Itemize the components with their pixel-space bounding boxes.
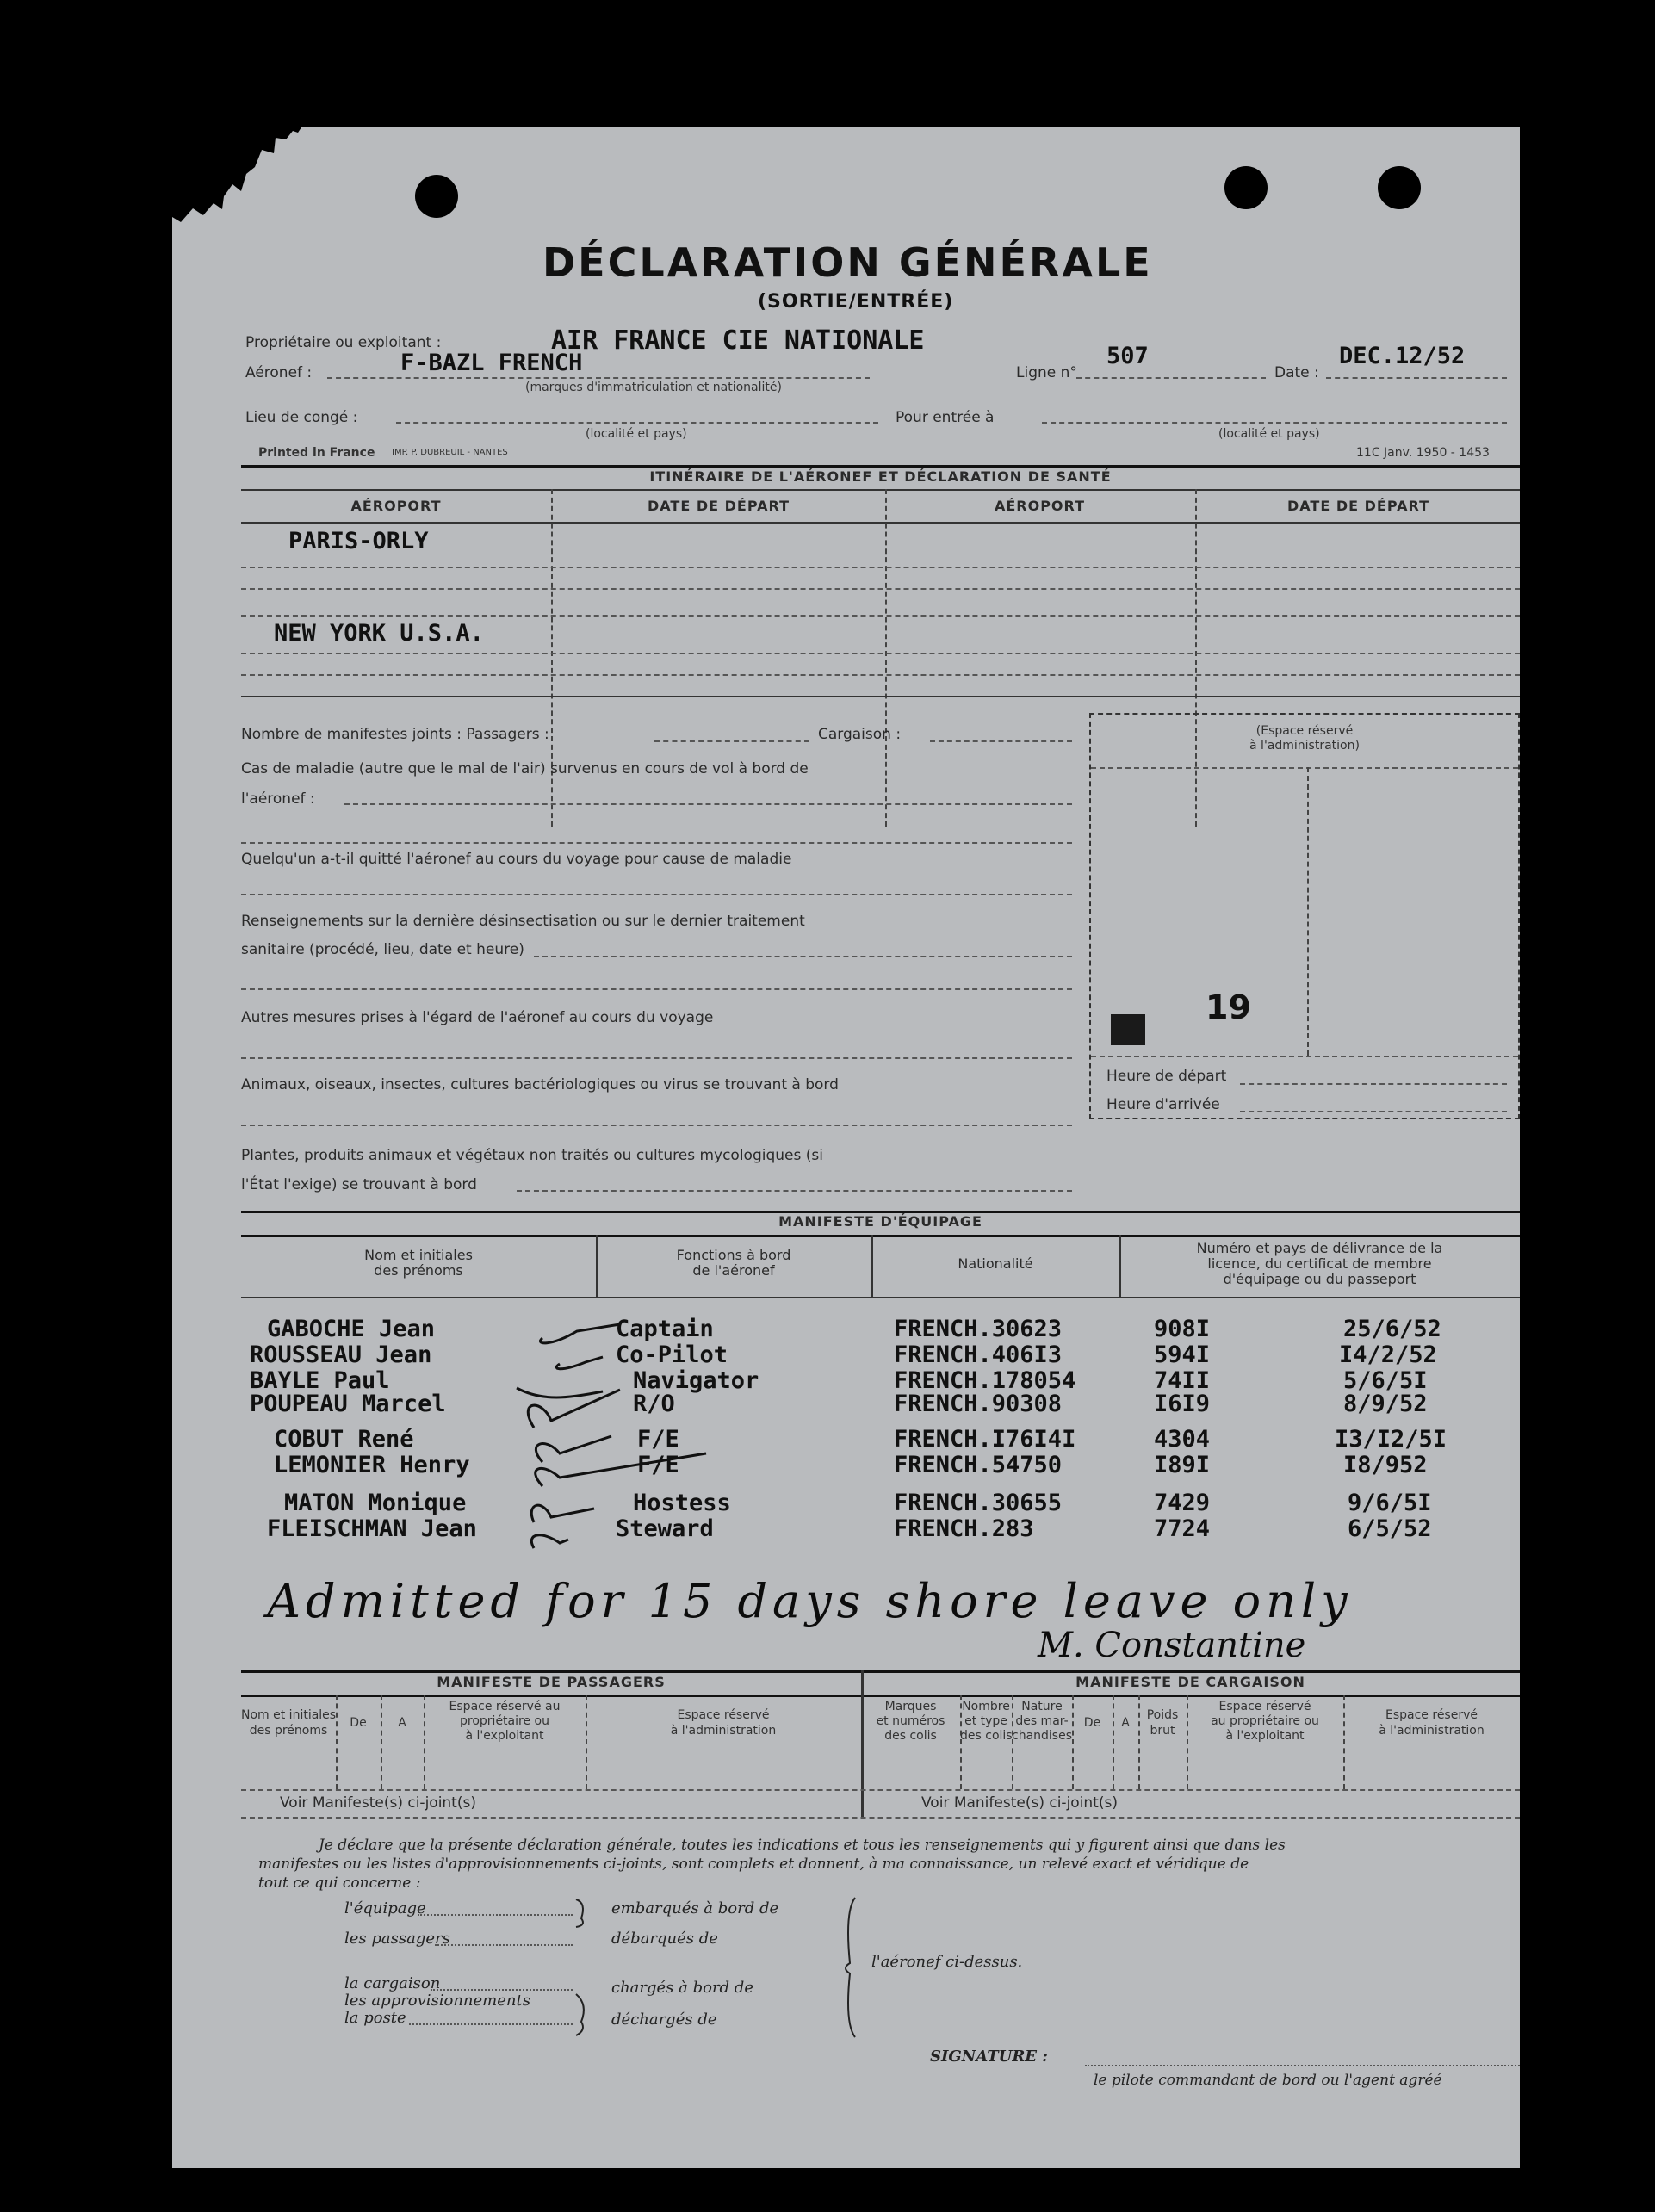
declaration-line-2: manifestes ou les listes d'approvisionnements ci-joints, sont complets et donnent, à ma connaissance, un relevé exact et véridique de <box>258 1856 1249 1873</box>
question-desinsectisation: Renseignements sur la dernière désinsectisation ou sur le dernier traitement <box>241 913 805 930</box>
crew-nationality: FRENCH.30655 <box>894 1490 1063 1516</box>
crew-name: GABOCHE Jean <box>267 1316 436 1342</box>
crew-license-number: 7429 <box>1154 1490 1211 1516</box>
admin-box <box>1089 713 1520 1119</box>
cargo-col-reserved-exploitant-3: à l'exploitant <box>1225 1729 1305 1743</box>
declaration-cargaison: la cargaison <box>344 1974 441 1992</box>
crew-heading: MANIFESTE D'ÉQUIPAGE <box>778 1213 982 1230</box>
crew-license-number: 7724 <box>1154 1515 1211 1542</box>
crew-nationality: FRENCH.283 <box>894 1515 1034 1542</box>
handwritten-note: Admitted for 15 days shore leave only <box>267 1574 1353 1628</box>
cargo-col-reserved-admin: Espace réservé <box>1385 1708 1478 1722</box>
date-label: Date : <box>1274 364 1319 381</box>
punch-hole <box>1378 166 1421 209</box>
crew-license-number: I89I <box>1154 1452 1211 1478</box>
signature-label: SIGNATURE : <box>930 2048 1048 2066</box>
crew-function: Captain <box>616 1316 714 1342</box>
redaction-mark <box>1111 1014 1145 1045</box>
question-quitte: Quelqu'un a-t-il quitté l'aéronef au cours du voyage pour cause de maladie <box>241 851 792 868</box>
col-aeroport-1: AÉROPORT <box>350 498 442 514</box>
cargo-col-marques: Marques <box>884 1700 937 1713</box>
pour-entree-label: Pour entrée à <box>896 409 995 426</box>
pass-col-a: A <box>398 1716 406 1730</box>
pass-col-de: De <box>350 1716 367 1730</box>
crew-license-date: 6/5/52 <box>1348 1515 1432 1542</box>
crew-col-license: Numéro et pays de délivrance de la <box>1196 1240 1443 1256</box>
crew-name: LEMONIER Henry <box>274 1452 470 1478</box>
crew-function: Navigator <box>633 1367 759 1394</box>
admin-box-heading: (Espace réservé <box>1255 724 1354 738</box>
cargo-col-nombre-2: et type <box>964 1714 1007 1728</box>
printer: IMP. P. DUBREUIL - NANTES <box>392 448 508 457</box>
question-animaux: Animaux, oiseaux, insectes, cultures bactériologiques ou virus se trouvant à bord <box>241 1076 839 1094</box>
pass-col-reserved-admin-2: à l'administration <box>670 1724 777 1738</box>
crew-license-number: 908I <box>1154 1316 1211 1342</box>
declaration-charges: chargés à bord de <box>611 1979 753 1997</box>
date-value: DEC.12/52 <box>1339 343 1466 369</box>
page-title: DÉCLARATION GÉNÉRALE <box>542 239 1153 286</box>
declaration-aeronef: l'aéronef ci-dessus. <box>871 1953 1023 1971</box>
crew-license-date: I8/952 <box>1343 1452 1428 1478</box>
cargo-col-nombre-3: des colis <box>960 1729 1013 1743</box>
crew-col-name-2: des prénoms <box>374 1262 463 1279</box>
question-maladie: Cas de maladie (autre que le mal de l'air) survenus en cours de vol à bord de <box>241 760 809 778</box>
cargo-col-reserved-admin-2: à l'administration <box>1379 1724 1485 1738</box>
crew-col-name: Nom et initiales <box>364 1247 473 1263</box>
crew-function: Steward <box>616 1515 714 1542</box>
itinerary-airport-paris: PARIS-ORLY <box>288 528 429 555</box>
aeronef-value: F-BAZL FRENCH <box>400 350 583 376</box>
printed-in: Printed in France <box>258 446 375 460</box>
pass-col-name-2: des prénoms <box>249 1724 328 1738</box>
admin-box-number: 19 <box>1206 988 1251 1026</box>
crew-nationality: FRENCH.30623 <box>894 1316 1063 1342</box>
crew-name: FLEISCHMAN Jean <box>267 1515 477 1542</box>
crew-license-date: 9/6/5I <box>1348 1490 1432 1516</box>
pass-col-reserved-admin: Espace réservé <box>677 1708 770 1722</box>
pass-col-name: Nom et initiales <box>241 1708 337 1722</box>
cargo-heading: MANIFESTE DE CARGAISON <box>1075 1674 1305 1690</box>
declaration-passagers: les passagers <box>344 1930 450 1948</box>
pass-col-reserved-exploitant: Espace réservé au <box>449 1700 561 1713</box>
crew-function: Hostess <box>633 1490 731 1516</box>
signature-note: le pilote commandant de bord ou l'agent agréé <box>1094 2072 1442 2089</box>
cargo-col-nombre: Nombre <box>962 1700 1010 1713</box>
pour-entree-note: (localité et pays) <box>1218 427 1320 441</box>
cargo-col-reserved-exploitant-2: au propriétaire ou <box>1211 1714 1319 1728</box>
proprietaire-value: AIR FRANCE CIE NATIONALE <box>551 325 925 356</box>
declaration-poste: la poste <box>344 2009 406 2027</box>
itinerary-airport-new-york: NEW YORK U.S.A. <box>274 620 484 647</box>
crew-license-number: I6I9 <box>1154 1391 1211 1417</box>
itinerary-heading: ITINÉRAIRE DE L'AÉRONEF ET DÉCLARATION DE SANTÉ <box>649 468 1112 485</box>
crew-nationality: FRENCH.54750 <box>894 1452 1063 1478</box>
punch-hole <box>415 175 458 218</box>
cargo-col-nature: Nature <box>1021 1700 1063 1713</box>
proprietaire-label: Propriétaire ou exploitant : <box>245 334 442 351</box>
passengers-heading: MANIFESTE DE PASSAGERS <box>437 1674 666 1690</box>
col-aeroport-2: AÉROPORT <box>994 498 1086 514</box>
declaration-equipage: l'équipage <box>344 1899 426 1918</box>
aeronef-brace <box>840 1894 865 2041</box>
question-maladie-2: l'aéronef : <box>241 790 315 808</box>
print-ref: 11C Janv. 1950 - 1453 <box>1356 446 1490 460</box>
crew-col-license-3: d'équipage ou du passeport <box>1223 1271 1416 1287</box>
declaration-debarques: débarqués de <box>611 1930 718 1948</box>
cargo-col-de: De <box>1083 1716 1101 1730</box>
cargo-col-reserved-exploitant: Espace réservé <box>1218 1700 1311 1713</box>
crew-license-number: 4304 <box>1154 1426 1211 1453</box>
crew-name: COBUT René <box>274 1426 414 1453</box>
crew-license-date: I3/I2/5I <box>1335 1426 1447 1453</box>
crew-license-date: 8/9/52 <box>1343 1391 1428 1417</box>
crew-function: R/O <box>633 1391 675 1417</box>
cargo-col-nature-2: des mar- <box>1015 1714 1069 1728</box>
passengers-voir-manifeste: Voir Manifeste(s) ci-joint(s) <box>280 1794 476 1812</box>
crew-nationality: FRENCH.406I3 <box>894 1341 1063 1368</box>
heure-arrivee-label: Heure d'arrivée <box>1106 1096 1220 1113</box>
lieu-label: Lieu de congé : <box>245 409 358 426</box>
crew-license-date: I4/2/52 <box>1339 1341 1437 1368</box>
cargo-col-marques-2: et numéros <box>876 1714 945 1728</box>
torn-corner <box>172 127 301 231</box>
cargo-col-marques-3: des colis <box>884 1729 937 1743</box>
pass-col-reserved-exploitant-3: à l'exploitant <box>465 1729 544 1743</box>
crew-name: MATON Monique <box>284 1490 467 1516</box>
crew-col-function: Fonctions à bord <box>676 1247 791 1263</box>
question-autres-mesures: Autres mesures prises à l'égard de l'aéronef au cours du voyage <box>241 1009 714 1026</box>
crew-nationality: FRENCH.90308 <box>894 1391 1063 1417</box>
crew-col-license-2: licence, du certificat de membre <box>1207 1255 1432 1272</box>
crew-col-nationality: Nationalité <box>958 1255 1033 1272</box>
crew-name: ROUSSEAU Jean <box>250 1341 432 1368</box>
col-date-depart-2: DATE DE DÉPART <box>1287 498 1429 514</box>
declaration-brace <box>573 1893 593 2039</box>
crew-license-date: 5/6/5I <box>1343 1367 1428 1394</box>
admin-box-heading-2: à l'administration) <box>1249 739 1360 753</box>
crew-name: POUPEAU Marcel <box>250 1391 446 1417</box>
ligne-value: 507 <box>1106 343 1149 369</box>
check-marks <box>508 1307 801 1557</box>
crew-license-number: 594I <box>1154 1341 1211 1368</box>
crew-license-date: 25/6/52 <box>1343 1316 1441 1342</box>
cargaison-label: Cargaison : <box>818 726 902 743</box>
aeronef-label: Aéronef : <box>245 364 313 381</box>
punch-hole <box>1224 166 1268 209</box>
cargo-col-a: A <box>1121 1716 1130 1730</box>
manifestes-label: Nombre de manifestes joints : Passagers : <box>241 726 549 743</box>
crew-license-number: 74II <box>1154 1367 1211 1394</box>
declaration-line-3: tout ce qui concerne : <box>258 1874 421 1892</box>
cargo-col-poids: Poids <box>1146 1708 1179 1722</box>
crew-name: BAYLE Paul <box>250 1367 390 1394</box>
cargo-col-poids-2: brut <box>1150 1724 1175 1738</box>
handwritten-signature: M. Constantine <box>1038 1626 1306 1665</box>
declaration-decharges: déchargés de <box>611 2011 717 2029</box>
crew-function: Co-Pilot <box>616 1341 728 1368</box>
col-date-depart-1: DATE DE DÉPART <box>648 498 790 514</box>
pass-col-reserved-exploitant-2: propriétaire ou <box>460 1714 549 1728</box>
lieu-note: (localité et pays) <box>586 427 687 441</box>
declaration-embarques: embarqués à bord de <box>611 1899 779 1918</box>
cargo-col-nature-3: chandises <box>1012 1729 1072 1743</box>
question-plantes-2: l'État l'exige) se trouvant à bord <box>241 1176 477 1193</box>
page-subtitle: (SORTIE/ENTRÉE) <box>758 291 954 313</box>
question-plantes: Plantes, produits animaux et végétaux non traités ou cultures mycologiques (si <box>241 1147 823 1164</box>
aeronef-note: (marques d'immatriculation et nationalité) <box>525 381 782 394</box>
crew-function: F/E <box>637 1426 679 1453</box>
crew-function: F/E <box>637 1452 679 1478</box>
question-desinsectisation-2: sanitaire (procédé, lieu, date et heure) <box>241 941 524 958</box>
cargo-voir-manifeste: Voir Manifeste(s) ci-joint(s) <box>921 1794 1118 1812</box>
heure-depart-label: Heure de départ <box>1106 1068 1227 1085</box>
ligne-label: Ligne n° <box>1016 364 1077 381</box>
declaration-line-1: Je déclare que la présente déclaration générale, toutes les indications et tous les renseignements qui y figurent ainsi que dans les <box>319 1837 1286 1854</box>
declaration-form-page <box>172 127 1520 2168</box>
declaration-approvisionnements: les approvisionnements <box>344 1992 530 2010</box>
crew-nationality: FRENCH.I76I4I <box>894 1426 1076 1453</box>
crew-col-function-2: de l'aéronef <box>692 1262 775 1279</box>
crew-nationality: FRENCH.178054 <box>894 1367 1076 1394</box>
